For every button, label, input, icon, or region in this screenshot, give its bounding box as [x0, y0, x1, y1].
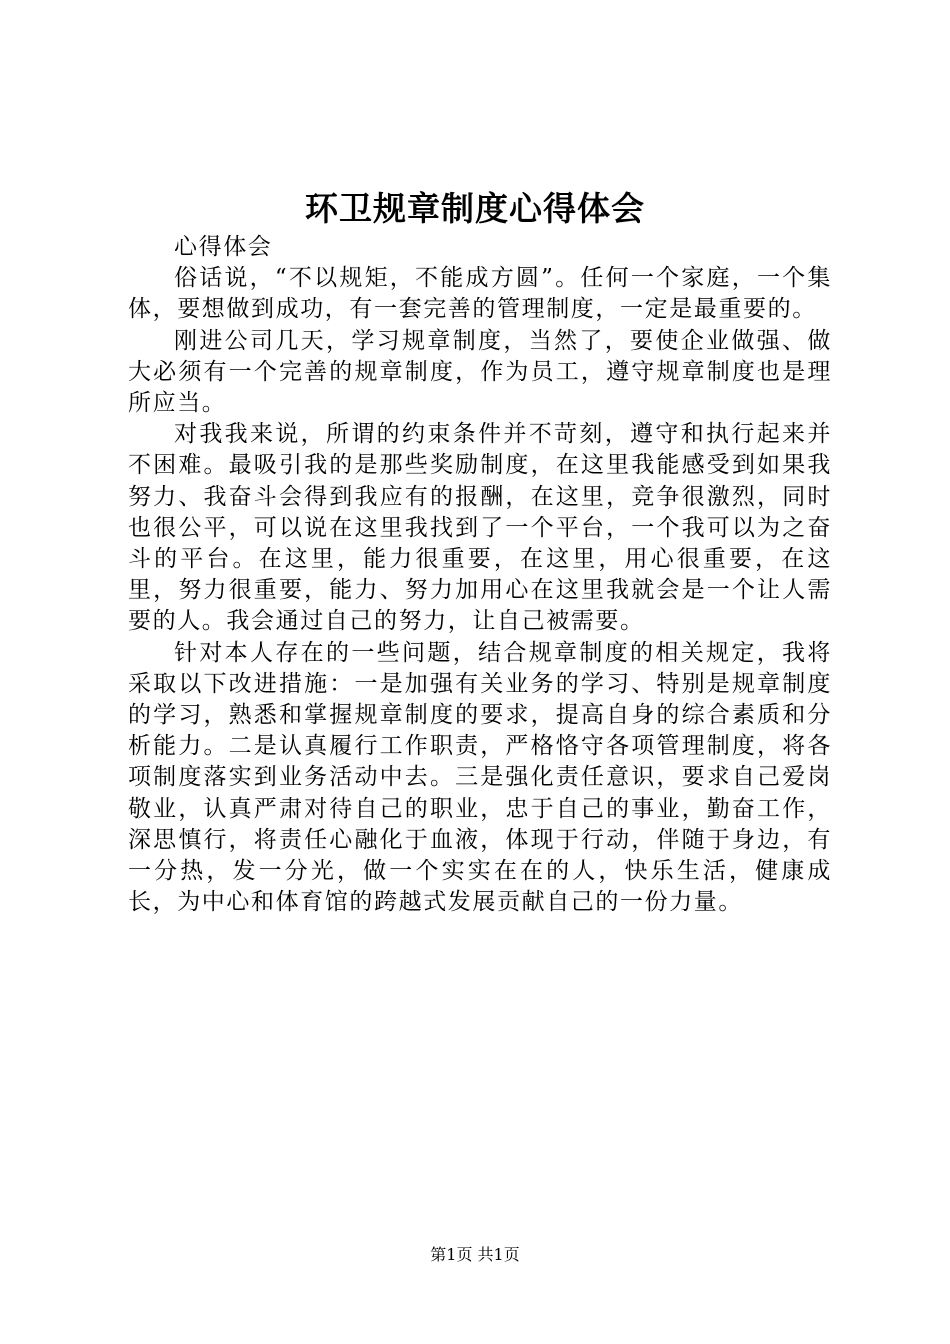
- document-title: 环卫规章制度心得体会: [305, 189, 645, 228]
- paragraph-3: 对我我来说，所谓的约束条件并不苛刻，遵守和执行起来并不困难。最吸引我的是那些奖励制度，在这里我能感受到如果我努力、我奋斗会得到我应有的报酬，在这里，竞争很激烈，同时也很公平，可以说在这里我找到了一个平台，一个我可以为之奋斗的平台。在这里，能力很重要，在这里，用心很重要，在这里，努力很重要，能力、努力加用心在这里我就会是一个让人需要的人。我会通过自己的努力，让自己被需要。: [128, 421, 832, 635]
- paragraph-1: 俗话说，“不以规矩，不能成方圆”。任何一个家庭，一个集体，要想做到成功，有一套完善的管理制度，一定是最重要的。: [128, 265, 832, 323]
- paragraph-heading: 心得体会: [174, 234, 273, 260]
- page-footer: 第1页 共1页: [430, 1245, 520, 1264]
- paragraph-2: 刚进公司几天，学习规章制度，当然了，要使企业做强、做大必须有一个完善的规章制度，作为员工，遵守规章制度也是理所应当。: [128, 327, 832, 417]
- document-body: [128, 232, 832, 918]
- paragraph-4: 针对本人存在的一些问题，结合规章制度的相关规定，我将采取以下改进措施：一是加强有关业务的学习、特别是规章制度的学习，熟悉和掌握规章制度的要求，提高自身的综合素质和分析能力。二是认真履行工作职责，严格恪守各项管理制度，将各项制度落实到业务活动中去。三是强化责任意识，要求自己爱岗敬业，认真严肃对待自己的职业，忠于自己的事业，勤奋工作，深思慎行，将责任心融化于血液，体现于行动，伴随于身边，有一分热，发一分光，做一个实实在在的人，快乐生活，健康成长，为中心和体育馆的跨越式发展贡献自己的一份力量。: [128, 639, 832, 916]
